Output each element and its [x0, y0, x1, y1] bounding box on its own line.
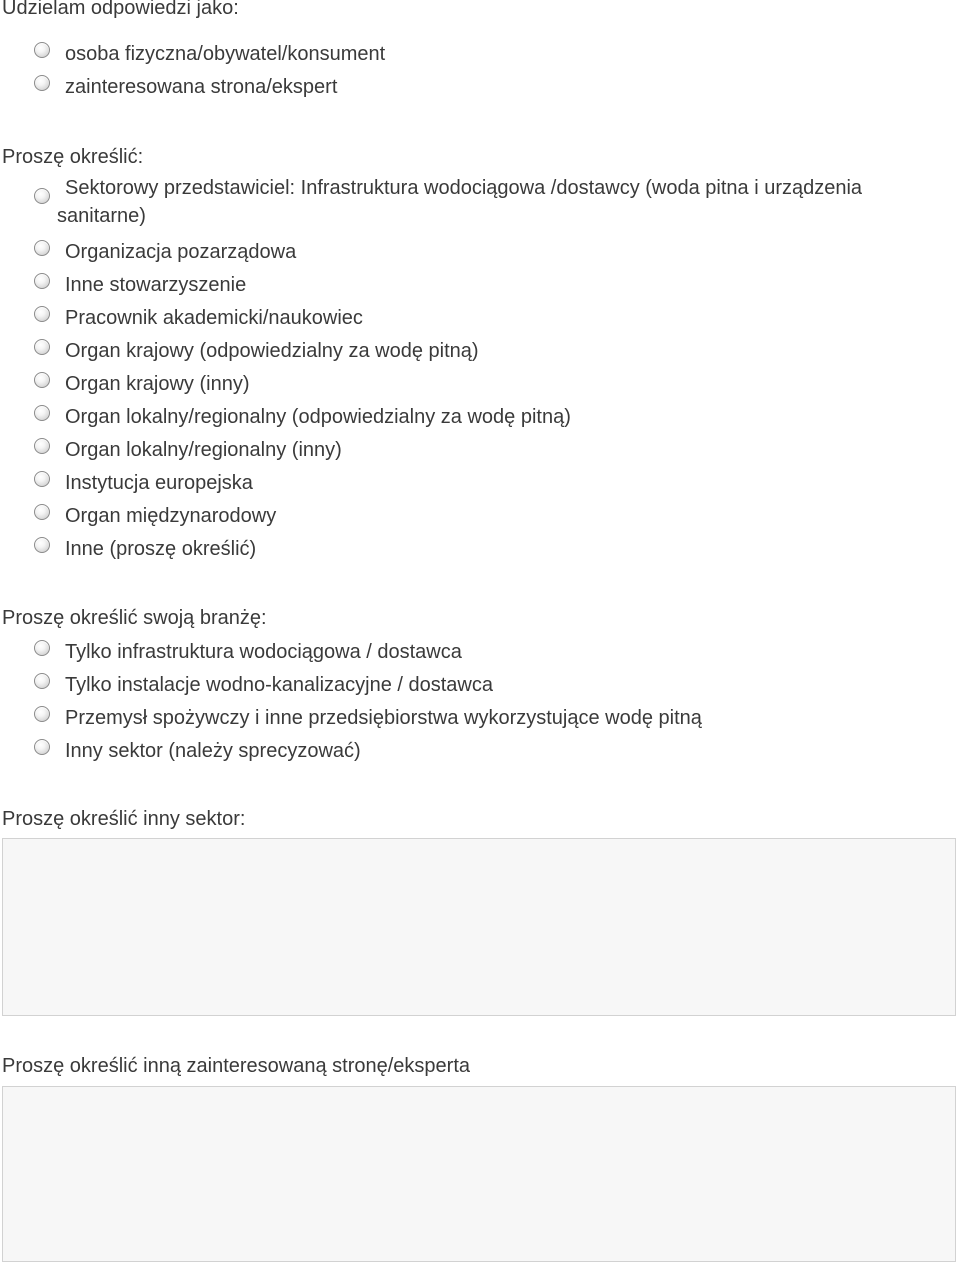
radio-icon[interactable] — [34, 188, 50, 204]
stakeholder-type-label: Proszę określić: — [2, 146, 144, 168]
radio-icon[interactable] — [34, 640, 50, 656]
industry-option-water-infrastructure[interactable]: Tylko infrastruktura wodociągowa / dostawca — [34, 640, 462, 664]
radio-icon[interactable] — [34, 339, 50, 355]
radio-icon[interactable] — [34, 306, 50, 322]
other-sector-label: Proszę określić inny sektor: — [2, 808, 246, 830]
respondent-option-stakeholder[interactable]: zainteresowana strona/ekspert — [34, 75, 337, 99]
other-stakeholder-textarea[interactable] — [2, 1086, 956, 1262]
stakeholder-option-ngo[interactable]: Organizacja pozarządowa — [34, 240, 296, 264]
radio-icon[interactable] — [34, 273, 50, 289]
stakeholder-option-sector-representative[interactable]: Sektorowy przedstawiciel: Infrastruktura wodociągowa /dostawcy (woda pitna i urządzenia sanitarne) — [34, 176, 914, 232]
stakeholder-option-national-other[interactable]: Organ krajowy (inny) — [34, 372, 250, 396]
radio-icon[interactable] — [34, 739, 50, 755]
industry-option-other-sector[interactable]: Inny sektor (należy sprecyzować) — [34, 739, 361, 763]
radio-icon[interactable] — [34, 405, 50, 421]
radio-icon[interactable] — [34, 438, 50, 454]
respondent-option-citizen[interactable]: osoba fizyczna/obywatel/konsument — [34, 42, 385, 66]
radio-icon[interactable] — [34, 537, 50, 553]
stakeholder-option-national-water[interactable]: Organ krajowy (odpowiedzialny za wodę pitną) — [34, 339, 479, 363]
radio-icon[interactable] — [34, 706, 50, 722]
stakeholder-option-local-other[interactable]: Organ lokalny/regionalny (inny) — [34, 438, 342, 462]
stakeholder-option-european-institution[interactable]: Instytucja europejska — [34, 471, 253, 495]
radio-icon[interactable] — [34, 471, 50, 487]
stakeholder-option-other[interactable]: Inne (proszę określić) — [34, 537, 256, 561]
other-stakeholder-label: Proszę określić inną zainteresowaną stronę/eksperta — [2, 1055, 471, 1077]
radio-icon[interactable] — [34, 372, 50, 388]
industry-label: Proszę określić swoją branżę: — [2, 607, 267, 629]
respondent-type-label: Udzielam odpowiedzi jako: — [2, 0, 239, 19]
stakeholder-option-other-association[interactable]: Inne stowarzyszenie — [34, 273, 246, 297]
industry-option-plumbing[interactable]: Tylko instalacje wodno-kanalizacyjne / dostawca — [34, 673, 493, 697]
radio-icon[interactable] — [34, 240, 50, 256]
stakeholder-option-academic[interactable]: Pracownik akademicki/naukowiec — [34, 306, 363, 330]
industry-option-food-industry[interactable]: Przemysł spożywczy i inne przedsiębiorstwa wykorzystujące wodę pitną — [34, 706, 702, 730]
radio-icon[interactable] — [34, 504, 50, 520]
stakeholder-option-local-water[interactable]: Organ lokalny/regionalny (odpowiedzialny za wodę pitną) — [34, 405, 571, 429]
other-sector-textarea[interactable] — [2, 838, 956, 1016]
radio-icon[interactable] — [34, 42, 50, 58]
stakeholder-option-international[interactable]: Organ międzynarodowy — [34, 504, 276, 528]
radio-icon[interactable] — [34, 673, 50, 689]
radio-icon[interactable] — [34, 75, 50, 91]
